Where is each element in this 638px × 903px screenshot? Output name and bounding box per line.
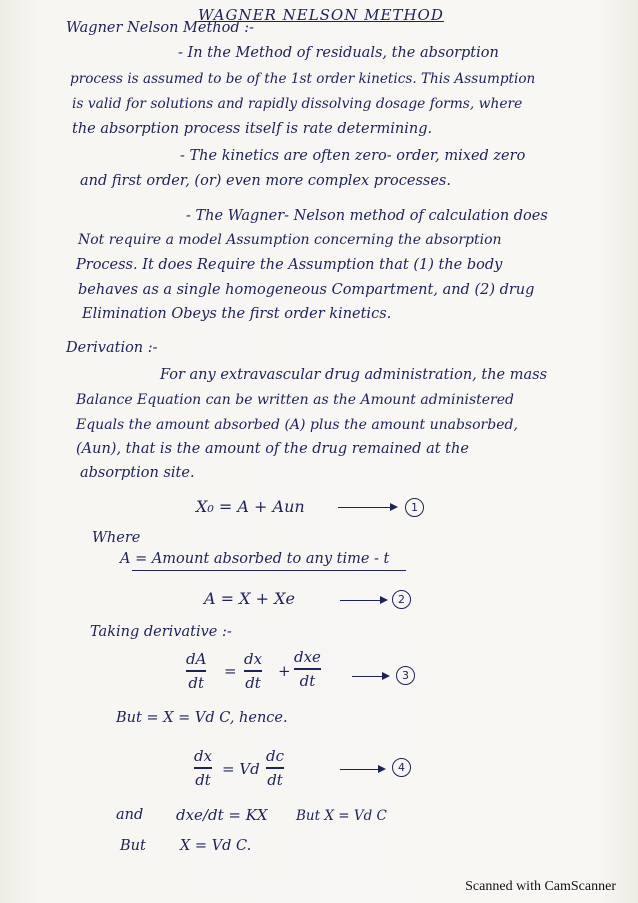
fraction-bar (294, 668, 321, 670)
paragraph-line: Equals the amount absorbed (A) plus the amount unabsorbed, (76, 417, 518, 433)
equals-vd: = Vd (222, 760, 260, 778)
where-label: Where (92, 530, 141, 546)
denominator: dt (195, 770, 211, 789)
arrow-icon (340, 600, 386, 601)
fraction-bar (266, 767, 284, 769)
denominator: dt (188, 673, 205, 692)
arrow-icon (352, 676, 388, 677)
numerator: dA (186, 650, 207, 668)
fraction-bar (194, 767, 212, 769)
page-title: WAGNER NELSON METHOD (198, 6, 444, 24)
paragraph-line: the absorption process itself is rate determining. (72, 121, 433, 137)
denominator: dt (299, 671, 316, 690)
definition-line: A = Amount absorbed to any time - t (120, 551, 390, 567)
derivative-heading: Taking derivative :- (90, 624, 232, 640)
section-heading: Wagner Nelson Method :- (66, 20, 255, 36)
denominator: dt (267, 770, 283, 789)
paragraph-line: - In the Method of residuals, the absorption (178, 45, 499, 61)
paragraph-line: and first order, (or) even more complex processes. (80, 173, 451, 189)
equation-1: X₀ = A + Aun (196, 497, 305, 516)
paragraph-line: behaves as a single homogeneous Compartment, and (2) drug (78, 282, 535, 298)
plus-sign: + (278, 662, 291, 680)
derivation-heading: Derivation :- (66, 340, 158, 356)
paragraph-line: process is assumed to be of the 1st order kinetics. This Assumption (70, 71, 536, 87)
equation-number-4: 4 (392, 758, 411, 777)
paragraph-line: Balance Equation can be written as the Amount administered (76, 392, 514, 408)
denominator: dt (245, 673, 261, 692)
equation-2: A = X + Xe (204, 589, 295, 608)
numerator: dc (266, 747, 285, 765)
paragraph-line: But X = Vd C (296, 808, 387, 824)
paragraph-line: Not require a model Assumption concerning the absorption (78, 232, 502, 248)
paragraph-line: X = Vd C. (180, 838, 252, 854)
arrow-icon (340, 769, 384, 770)
equation-3-term-2 (294, 648, 321, 690)
equation-number-3: 3 (396, 666, 415, 685)
and-label: and (116, 807, 144, 823)
paragraph-line: (Aun), that is the amount of the drug remained at the (76, 441, 469, 457)
numerator: dxe (294, 648, 321, 666)
paragraph-line: - The Wagner- Nelson method of calculation does (186, 208, 548, 224)
but-label: But (120, 838, 146, 854)
equation-number-2: 2 (392, 590, 411, 609)
equation-number-1: 1 (405, 498, 424, 517)
equation-5: dxe/dt = KX (176, 806, 268, 824)
scanner-watermark: Scanned with CamScanner (465, 879, 616, 894)
fraction-bar (186, 670, 206, 672)
paragraph-line: - The kinetics are often zero- order, mixed zero (180, 148, 526, 164)
equation-4-rhs (266, 747, 284, 789)
arrow-icon (338, 507, 396, 508)
numerator: dx (194, 747, 213, 765)
equation-4-lhs (194, 747, 212, 789)
underline-rule (132, 570, 406, 571)
equation-3-lhs (186, 650, 206, 692)
equation-3-term-1 (244, 650, 262, 692)
paragraph-line: Elimination Obeys the first order kinetics. (82, 306, 392, 322)
paragraph-line: is valid for solutions and rapidly dissolving dosage forms, where (72, 96, 523, 112)
paragraph-line: But = X = Vd C, hence. (116, 710, 288, 726)
numerator: dx (244, 650, 263, 668)
paragraph-line: Process. It does Require the Assumption that (1) the body (76, 257, 503, 273)
equals-sign: = (224, 662, 237, 680)
paragraph-line: For any extravascular drug administration, the mass (160, 367, 548, 383)
paragraph-line: absorption site. (80, 465, 195, 481)
fraction-bar (244, 670, 262, 672)
